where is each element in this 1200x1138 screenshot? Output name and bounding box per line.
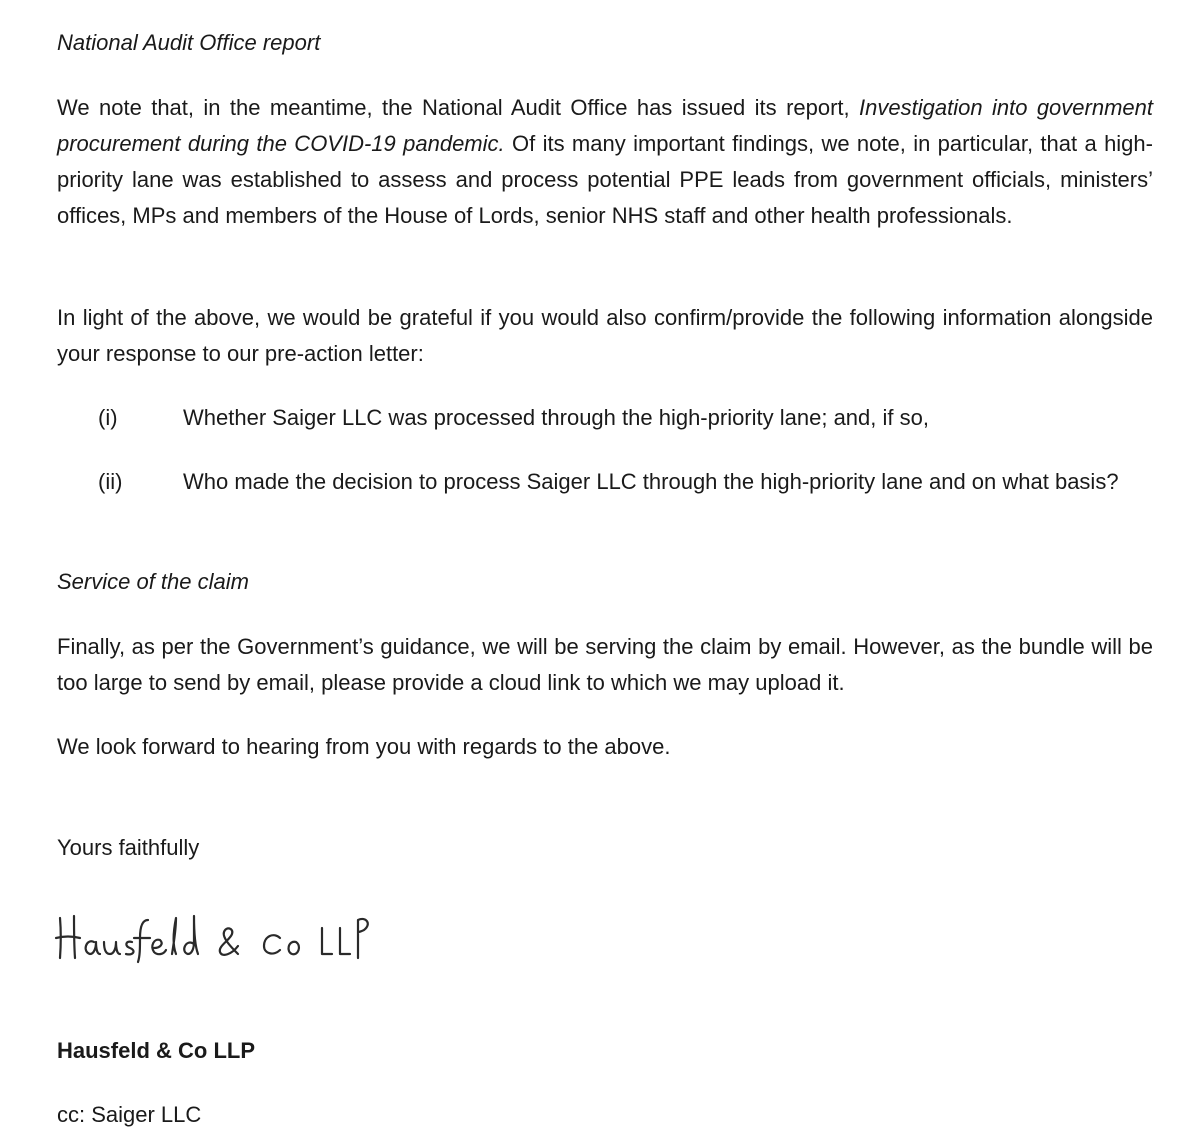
list-item-text: Whether Saiger LLC was processed through the high-priority lane; and, if so, bbox=[183, 405, 929, 430]
request-paragraph: In light of the above, we would be grateful if you would also confirm/provide the following information alongside your response to our pre-action letter: bbox=[57, 305, 1153, 366]
firm-name: Hausfeld & Co LLP bbox=[57, 1038, 256, 1063]
list-item-number: (ii) bbox=[98, 469, 123, 494]
handwritten-signature bbox=[52, 908, 372, 968]
salutation: Yours faithfully bbox=[57, 835, 200, 860]
service-section-heading: Service of the claim bbox=[57, 569, 249, 594]
list-item-text: Who made the decision to process Saiger LLC through the high-priority lane and on what basis? bbox=[183, 469, 1119, 494]
service-paragraph: Finally, as per the Government’s guidance, we will be serving the claim by email. However, as the bundle will be too large to send by email, please provide a cloud link to which we may upload it. bbox=[57, 634, 1153, 695]
report-title: Investigation into government procurement during the COVID-19 pandemic. bbox=[57, 95, 1153, 156]
list-item-number: (i) bbox=[98, 405, 118, 430]
nao-paragraph-intro: We note that, in the meantime, the National Audit Office has issued its report, bbox=[57, 95, 860, 120]
nao-section-heading: National Audit Office report bbox=[57, 30, 321, 55]
nao-paragraph bbox=[57, 90, 1153, 234]
nao-paragraph-findings: Of its many important findings, we note, in particular, that a high-priority lane was established to assess and process potential PPE leads from government officials, ministers’ offices, MPs and members of the House of Lords, senior NHS staff and other health professionals. bbox=[57, 131, 1153, 228]
cc-line: cc: Saiger LLC bbox=[57, 1102, 202, 1127]
closing-line: We look forward to hearing from you with regards to the above. bbox=[57, 734, 671, 759]
